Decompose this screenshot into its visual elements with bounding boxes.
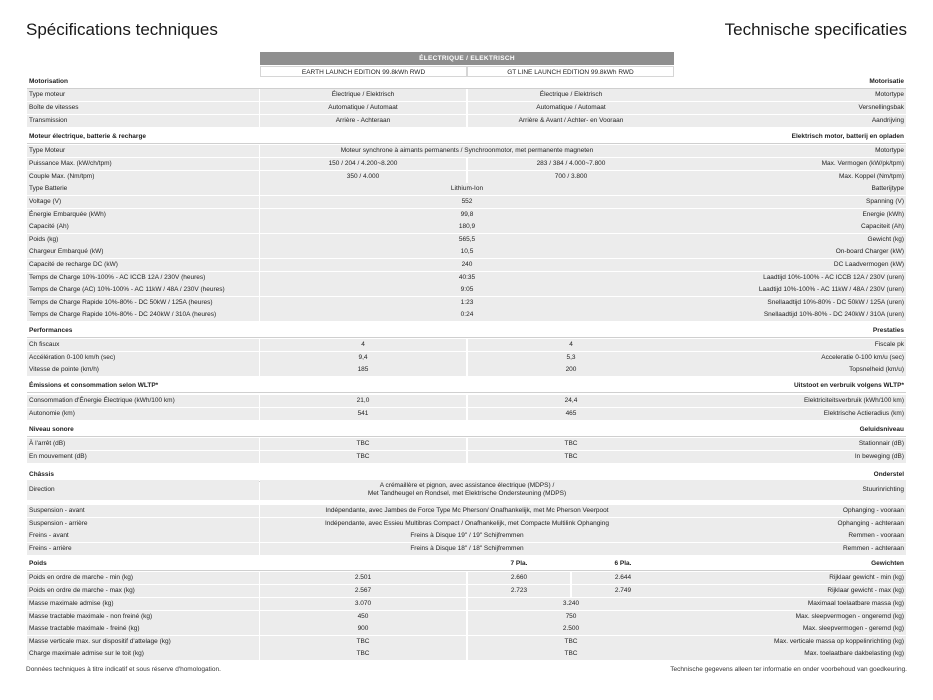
section-title-fr: Motorisation bbox=[29, 78, 68, 85]
section-title-nl: Uitstoot en verbruik volgens WLTP* bbox=[793, 382, 904, 389]
row-value: 0:24 bbox=[260, 309, 674, 321]
row-label-nl: Aandrijving bbox=[674, 115, 906, 127]
row-value-col2: Automatique / Automaat bbox=[468, 102, 674, 114]
section-header bbox=[27, 76, 906, 88]
row-label-fr: Ch fiscaux bbox=[27, 339, 259, 351]
row-label-fr: Puissance Max. (kW/ch/tpm) bbox=[27, 158, 259, 170]
row-value-col2: TBC bbox=[468, 648, 674, 660]
row-value-col2: 465 bbox=[468, 408, 674, 420]
row-label-fr: Temps de Charge 10%-100% - AC ICCB 12A / 230V (heures) bbox=[27, 272, 259, 284]
row-value: 40:35 bbox=[260, 272, 674, 284]
row-label-fr: Freins - arrière bbox=[27, 543, 259, 555]
table-row bbox=[27, 339, 906, 351]
row-value-col1: 9,4 bbox=[260, 352, 466, 364]
row-label-nl: Stationnair (dB) bbox=[674, 438, 906, 450]
table-row bbox=[27, 505, 906, 517]
row-value-col1: 150 / 204 / 4.200~8.200 bbox=[260, 158, 466, 170]
row-value-col2: 4 bbox=[468, 339, 674, 351]
row-value-col2: 283 / 384 / 4.000~7.800 bbox=[468, 158, 674, 170]
powertrain-band: ÉLECTRIQUE / ELEKTRISCH bbox=[260, 52, 674, 65]
row-value-col2: TBC bbox=[468, 636, 674, 648]
row-label-fr: Masse tractable maximale - freiné (kg) bbox=[27, 623, 259, 635]
section-title-fr: Poids bbox=[29, 560, 47, 567]
row-label-nl: Maximaal toelaatbare massa (kg) bbox=[674, 598, 906, 610]
table-row bbox=[27, 648, 906, 660]
row-label-nl: Stuurinrichting bbox=[674, 480, 906, 500]
row-label-nl: Rijklaar gewicht - max (kg) bbox=[674, 585, 906, 597]
row-value-col2: 700 / 3.800 bbox=[468, 171, 674, 183]
row-label-nl: Max. toelaatbare dakbelasting (kg) bbox=[674, 648, 906, 660]
row-label-fr: Direction bbox=[27, 480, 259, 500]
row-label-fr: En mouvement (dB) bbox=[27, 451, 259, 463]
row-label-fr: Temps de Charge Rapide 10%-80% - DC 240kW / 310A (heures) bbox=[27, 309, 259, 321]
footnote-fr: Données techniques à titre indicatif et sous réserve d'homologation. bbox=[26, 666, 221, 673]
row-label-fr: Temps de Charge (AC) 10%-100% - AC 11kW / 48A / 230V (heures) bbox=[27, 284, 259, 296]
spec-table bbox=[27, 0, 906, 700]
row-value-col1: 21,0 bbox=[260, 395, 466, 407]
row-label-nl: Ophanging - vooraan bbox=[674, 505, 906, 517]
row-value: Indépendante, avec Essieu Multibras Compact / Onafhankelijk, met Compacte Multilink Ophanging bbox=[260, 518, 674, 530]
table-row bbox=[27, 395, 906, 407]
row-label-fr: Poids (kg) bbox=[27, 234, 259, 246]
section-divider bbox=[27, 436, 906, 437]
section-header bbox=[27, 380, 906, 392]
row-label-nl: Spanning (V) bbox=[674, 196, 906, 208]
row-label-fr: Accélération 0-100 km/h (sec) bbox=[27, 352, 259, 364]
row-label-fr: Masse verticale max. sur dispositif d'attelage (kg) bbox=[27, 636, 259, 648]
row-label-nl: Elektriciteitsverbruik (kWh/100 km) bbox=[674, 395, 906, 407]
section-divider bbox=[27, 570, 906, 571]
row-value: Indépendante, avec Jambes de Force Type Mc Pherson/ Onafhankelijk, met Mc Pherson Veerpoot bbox=[260, 505, 674, 517]
row-label-fr: Poids en ordre de marche - max (kg) bbox=[27, 585, 259, 597]
row-label-fr: Freins - avant bbox=[27, 530, 259, 542]
table-row bbox=[27, 585, 906, 597]
row-value-col2: TBC bbox=[468, 438, 674, 450]
row-value-col2b: 2.749 bbox=[572, 585, 674, 597]
table-row bbox=[27, 623, 906, 635]
row-label-nl: Ophanging - achteraan bbox=[674, 518, 906, 530]
row-label-nl: Acceleratie 0-100 km/u (sec) bbox=[674, 352, 906, 364]
row-value-col1: 3.070 bbox=[260, 598, 466, 610]
row-value: Moteur synchrone à aimants permanents / Synchroonmotor, met permanente magneten bbox=[260, 145, 674, 157]
table-row bbox=[27, 636, 906, 648]
table-row bbox=[27, 518, 906, 530]
table-row bbox=[27, 480, 906, 500]
row-label-nl: Max. Koppel (Nm/tpm) bbox=[674, 171, 906, 183]
footnote-nl: Technische gegevens alleen ter informatie en onder voorbehoud van goedkeuring. bbox=[670, 666, 907, 673]
row-label-nl: Motortype bbox=[674, 89, 906, 101]
table-row bbox=[27, 352, 906, 364]
table-row bbox=[27, 183, 906, 195]
row-label-fr: Couple Max. (Nm/tpm) bbox=[27, 171, 259, 183]
table-row bbox=[27, 451, 906, 463]
row-label-fr: Type Moteur bbox=[27, 145, 259, 157]
row-value: 99,8 bbox=[260, 209, 674, 221]
row-value-col2a: 2.723 bbox=[468, 585, 570, 597]
row-value-line: Met Tandheugel en Rondsel, met Elektrische Ondersteuning (MDPS) bbox=[367, 490, 567, 497]
section-header bbox=[27, 325, 906, 337]
table-row bbox=[27, 572, 906, 584]
row-value-col2: TBC bbox=[468, 451, 674, 463]
section-title-nl: Gewichten bbox=[871, 560, 904, 567]
table-row bbox=[27, 408, 906, 420]
section-header bbox=[27, 131, 906, 143]
row-value: Freins à Disque 18" / 18" Schijfremmen bbox=[260, 543, 674, 555]
table-row bbox=[27, 89, 906, 101]
row-label-fr: Suspension - avant bbox=[27, 505, 259, 517]
row-label-nl: On-board Charger (kW) bbox=[674, 246, 906, 258]
section-header bbox=[27, 558, 906, 570]
row-value-col1: 450 bbox=[260, 611, 466, 623]
row-value: 552 bbox=[260, 196, 674, 208]
row-label-fr: Masse tractable maximale - non freiné (kg) bbox=[27, 611, 259, 623]
table-row bbox=[27, 209, 906, 221]
row-value-col1: 900 bbox=[260, 623, 466, 635]
row-value: 1:23 bbox=[260, 297, 674, 309]
row-label-nl: Laadtijd 10%-100% - AC ICCB 12A / 230V (uren) bbox=[674, 272, 906, 284]
table-row bbox=[27, 364, 906, 376]
section-title-fr: Châssis bbox=[29, 471, 54, 478]
row-label-nl: Remmen - achteraan bbox=[674, 543, 906, 555]
row-label-nl: DC Laadvermogen (kW) bbox=[674, 259, 906, 271]
row-value-col1: 2.567 bbox=[260, 585, 466, 597]
row-label-nl: Max. sleepvermogen - ongeremd (kg) bbox=[674, 611, 906, 623]
row-value-col1: 541 bbox=[260, 408, 466, 420]
section-title-nl: Prestaties bbox=[872, 327, 904, 334]
section-title-fr: Moteur électrique, batterie & recharge bbox=[29, 133, 147, 140]
row-label-fr: Poids en ordre de marche - min (kg) bbox=[27, 572, 259, 584]
table-row bbox=[27, 102, 906, 114]
row-value-col2: 200 bbox=[468, 364, 674, 376]
section-divider bbox=[27, 143, 906, 144]
row-label-nl: Elektrische Actieradius (km) bbox=[674, 408, 906, 420]
row-label-fr: Transmission bbox=[27, 115, 259, 127]
row-label-fr: Vitesse de pointe (km/h) bbox=[27, 364, 259, 376]
row-label-fr: Type Batterie bbox=[27, 183, 259, 195]
model-header-gtline: GT LINE LAUNCH EDITION 99.8kWh RWD bbox=[467, 66, 674, 77]
section-title-nl: Onderstel bbox=[873, 471, 904, 478]
row-label-fr: Capacité (Ah) bbox=[27, 221, 259, 233]
row-value-col1: TBC bbox=[260, 438, 466, 450]
model-header-earth: EARTH LAUNCH EDITION 99.8kWh RWD bbox=[260, 66, 467, 77]
row-value: 565,5 bbox=[260, 234, 674, 246]
section-divider bbox=[27, 392, 906, 393]
table-row bbox=[27, 158, 906, 170]
row-label-fr: Temps de Charge Rapide 10%-80% - DC 50kW / 125A (heures) bbox=[27, 297, 259, 309]
row-value: Lithium-Ion bbox=[260, 183, 674, 195]
row-label-fr: Autonomie (km) bbox=[27, 408, 259, 420]
row-label-fr: Suspension - arrière bbox=[27, 518, 259, 530]
table-row bbox=[27, 284, 906, 296]
row-value: 180,9 bbox=[260, 221, 674, 233]
table-row bbox=[27, 196, 906, 208]
table-row bbox=[27, 309, 906, 321]
row-value-col1: 185 bbox=[260, 364, 466, 376]
row-value-col2: Électrique / Elektrisch bbox=[468, 89, 674, 101]
table-row bbox=[27, 234, 906, 246]
row-value: 240 bbox=[260, 259, 674, 271]
row-label-nl: Rijklaar gewicht - min (kg) bbox=[674, 572, 906, 584]
row-label-fr: Type moteur bbox=[27, 89, 259, 101]
row-label-nl: Remmen - vooraan bbox=[674, 530, 906, 542]
page-title-nl: Technische specificaties bbox=[724, 20, 907, 39]
row-label-fr: Masse maximale admise (kg) bbox=[27, 598, 259, 610]
row-value-col2: 750 bbox=[468, 611, 674, 623]
table-row bbox=[27, 259, 906, 271]
row-value-col1: TBC bbox=[260, 636, 466, 648]
row-label-fr: Boîte de vitesses bbox=[27, 102, 259, 114]
page-title-fr: Spécifications techniques bbox=[26, 20, 218, 39]
row-value bbox=[260, 480, 674, 500]
row-value-col1: TBC bbox=[260, 451, 466, 463]
row-label-nl: In beweging (dB) bbox=[674, 451, 906, 463]
row-label-nl: Max. sleepvermogen - geremd (kg) bbox=[674, 623, 906, 635]
table-row bbox=[27, 221, 906, 233]
table-row bbox=[27, 297, 906, 309]
row-value-col2: 24,4 bbox=[468, 395, 674, 407]
row-label-nl: Motortype bbox=[674, 145, 906, 157]
table-row bbox=[27, 598, 906, 610]
row-label-nl: Snellaadtijd 10%-80% - DC 240kW / 310A (uren) bbox=[674, 309, 906, 321]
row-value-col1: 350 / 4.000 bbox=[260, 171, 466, 183]
section-title-fr: Performances bbox=[29, 327, 73, 334]
row-value-col1: Automatique / Automaat bbox=[260, 102, 466, 114]
row-label-nl: Capaciteit (Ah) bbox=[674, 221, 906, 233]
row-value-col1: Électrique / Elektrisch bbox=[260, 89, 466, 101]
row-label-nl: Laadtijd 10%-100% - AC 11kW / 48A / 230V (uren) bbox=[674, 284, 906, 296]
section-divider bbox=[27, 337, 906, 338]
section-header bbox=[27, 424, 906, 436]
row-label-nl: Versnellingsbak bbox=[674, 102, 906, 114]
row-label-fr: Énergie Embarquée (kWh) bbox=[27, 209, 259, 221]
section-title-nl: Geluidsniveau bbox=[859, 426, 904, 433]
section-title-fr: Niveau sonore bbox=[29, 426, 74, 433]
row-value-col2: 3.240 bbox=[468, 598, 674, 610]
row-value-col2: Arrière & Avant / Achter- en Vooraan bbox=[468, 115, 674, 127]
row-label-nl: Gewicht (kg) bbox=[674, 234, 906, 246]
section-title-nl: Motorisatie bbox=[869, 78, 904, 85]
row-value-col2: 5,3 bbox=[468, 352, 674, 364]
table-row bbox=[27, 272, 906, 284]
table-row bbox=[27, 145, 906, 157]
row-label-fr: Chargeur Embarqué (kW) bbox=[27, 246, 259, 258]
table-row bbox=[27, 438, 906, 450]
table-row bbox=[27, 115, 906, 127]
row-label-nl: Max. Vermogen (kW/pk/tpm) bbox=[674, 158, 906, 170]
row-label-nl: Topsnelheid (km/u) bbox=[674, 364, 906, 376]
section-title-fr: Émissions et consommation selon WLTP* bbox=[29, 382, 159, 389]
row-label-nl: Snellaadtijd 10%-80% - DC 50kW / 125A (uren) bbox=[674, 297, 906, 309]
table-row bbox=[27, 246, 906, 258]
row-value-col2: 2.500 bbox=[468, 623, 674, 635]
row-label-fr: Consommation d'Énergie Électrique (kWh/100 km) bbox=[27, 395, 259, 407]
subcol-6-seats: 6 Pla. bbox=[614, 560, 632, 567]
row-label-fr: Voltage (V) bbox=[27, 196, 259, 208]
row-value: 10,5 bbox=[260, 246, 674, 258]
table-row bbox=[27, 543, 906, 555]
row-label-nl: Batterijtype bbox=[674, 183, 906, 195]
table-row bbox=[27, 611, 906, 623]
row-value-line: A crémaillère et pignon, avec assistance électrique (MDPS) / bbox=[379, 482, 555, 489]
row-value-col1: 2.501 bbox=[260, 572, 466, 584]
row-value-col1: Arrière - Achteraan bbox=[260, 115, 466, 127]
row-value-col2a: 2.660 bbox=[468, 572, 570, 584]
row-label-fr: Capacité de recharge DC (kW) bbox=[27, 259, 259, 271]
row-label-nl: Energie (kWh) bbox=[674, 209, 906, 221]
row-value-col2b: 2.644 bbox=[572, 572, 674, 584]
row-value: 9:05 bbox=[260, 284, 674, 296]
row-label-nl: Max. verticale massa op koppelinrichting (kg) bbox=[674, 636, 906, 648]
row-label-fr: À l'arrêt (dB) bbox=[27, 438, 259, 450]
row-label-nl: Fiscale pk bbox=[674, 339, 906, 351]
section-title-nl: Elektrisch motor, batterij en opladen bbox=[791, 133, 904, 140]
subcol-7-seats: 7 Pla. bbox=[510, 560, 528, 567]
row-value-col1: 4 bbox=[260, 339, 466, 351]
row-value-col1: TBC bbox=[260, 648, 466, 660]
row-label-fr: Charge maximale admise sur le toit (kg) bbox=[27, 648, 259, 660]
row-value: Freins à Disque 19" / 19" Schijfremmen bbox=[260, 530, 674, 542]
table-row bbox=[27, 171, 906, 183]
table-row bbox=[27, 530, 906, 542]
